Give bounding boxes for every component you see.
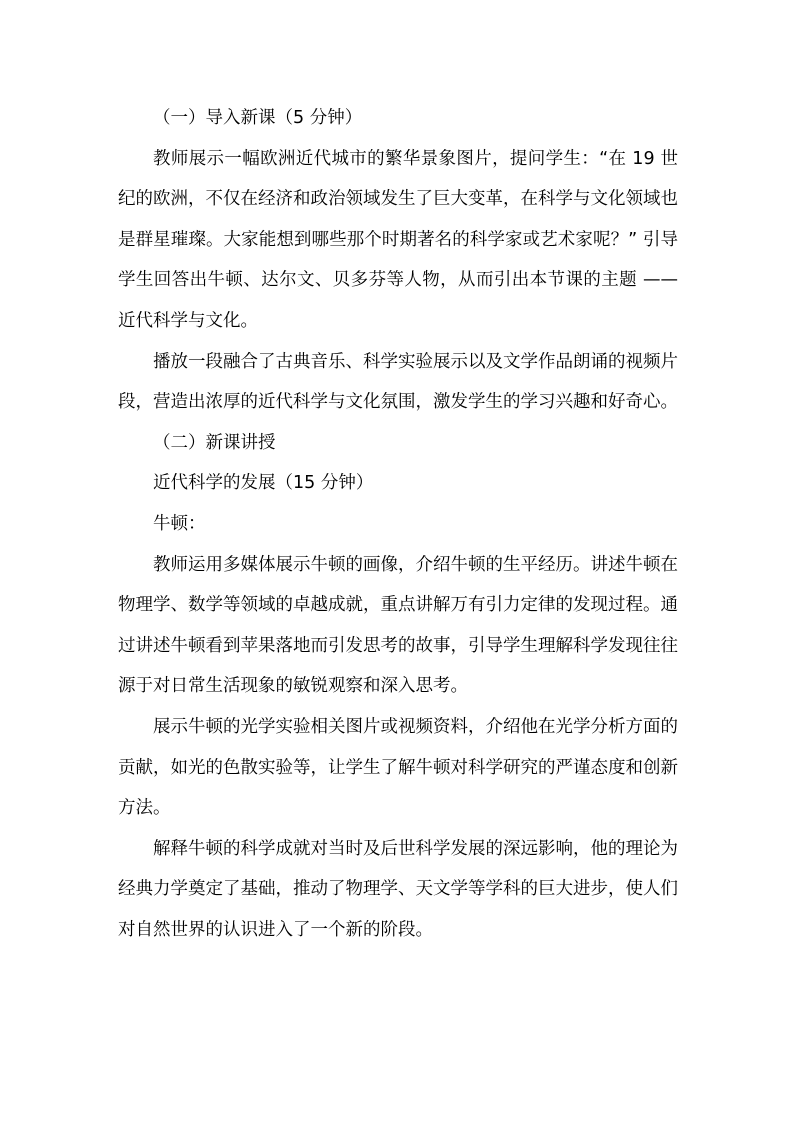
subheading-newton: 牛顿：	[153, 513, 206, 534]
paragraph-video-clip: 播放一段融合了古典音乐、科学实验展示以及文学作品朗诵的视频片段，营造出浓厚的近代科学与文化氛围，激发学生的学习兴趣和好奇心。	[118, 351, 678, 413]
paragraph-newton-biography: 教师运用多媒体展示牛顿的画像，介绍牛顿的生平经历。讲述牛顿在物理学、数学等领域的卓越成就，重点讲解万有引力定律的发现过程。通过讲述牛顿看到苹果落地而引发思考的故事，引导学生理解科学发现往往源于对日常生活现象的敏锐观察和深入思考。	[118, 554, 678, 697]
paragraph-newton-optics: 展示牛顿的光学实验相关图片或视频资料，介绍他在光学分析方面的贡献，如光的色散实验等，让学生了解牛顿对科学研究的严谨态度和创新方法。	[118, 716, 678, 819]
section-heading-new-lesson: （二）新课讲授	[153, 432, 276, 453]
paragraph-newton-influence: 解释牛顿的科学成就对当时及后世科学发展的深远影响，他的理论为经典力学奠定了基础，推动了物理学、天文学等学科的巨大进步，使人们对自然世界的认识进入了一个新的阶段。	[118, 838, 678, 940]
document-body	[118, 98, 678, 950]
section-heading-intro: （一）导入新课（5 分钟）	[153, 108, 363, 128]
paragraph-teacher-question: 教师展示一幅欧洲近代城市的繁华景象图片，提问学生：“在 19 世纪的欧洲，不仅在经济和政治领域发生了巨大变革，在科学与文化领域也是群星璀璨。大家能想到哪些那个时期著名的科学家或艺术家呢？” 引导学生回答出牛顿、达尔文、贝多芬等人物，从而引出本节课的主题 —— 近代科学与文化。	[118, 148, 678, 331]
subheading-modern-science: 近代科学的发展（15 分钟）	[153, 473, 374, 494]
